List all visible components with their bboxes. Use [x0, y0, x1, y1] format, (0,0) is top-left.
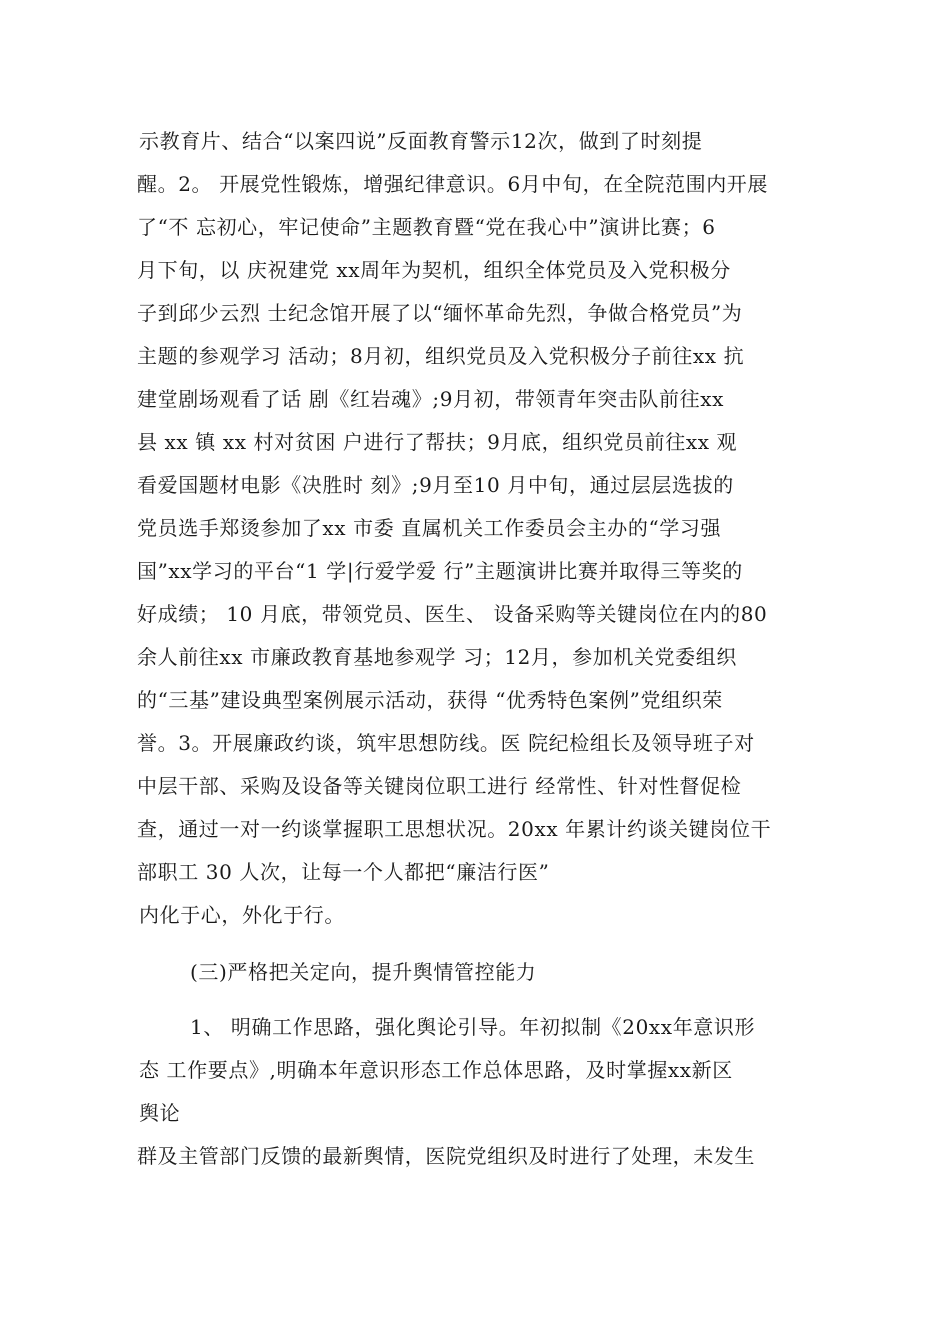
- body-text-line: 了“不 忘初心，牢记使命”主题教育暨“党在我心中”演讲比赛；6: [137, 215, 716, 239]
- body-text-line: 好成绩； 10 月底，带领党员、医生、 设备采购等关键岗位在内的80: [137, 602, 768, 626]
- body-text-line: 看爱国题材电影《决胜时 刻》;9月至10 月中旬，通过层层选拔的: [137, 473, 734, 497]
- body-text-line: 中层干部、采购及设备等关键岗位职工进行 经常性、针对性督促检: [137, 774, 742, 798]
- body-text-line: 群及主管部门反馈的最新舆情，医院党组织及时进行了处理，未发生: [137, 1144, 755, 1168]
- body-text-line: 1、 明确工作思路，强化舆论引导。年初拟制《20xx年意识形: [190, 1015, 756, 1039]
- body-text-line: 子到邱少云烈 士纪念馆开展了以“缅怀革命先烈，争做合格党员”为: [137, 301, 743, 325]
- body-text-line: 态 工作要点》,明确本年意识形态工作总体思路，及时掌握xx新区: [139, 1058, 733, 1082]
- body-text-line: 建堂剧场观看了话 剧《红岩魂》;9月初，带领青年突击队前往xx: [137, 387, 724, 411]
- body-text-line: 余人前往xx 市廉政教育基地参观学 习；12月，参加机关党委组织: [137, 645, 737, 669]
- body-text-line: 舆论: [139, 1101, 181, 1125]
- body-text-line: 月下旬，以 庆祝建党 xx周年为契机，组织全体党员及入党积极分: [137, 258, 731, 282]
- body-text-line: 县 xx 镇 xx 村对贫困 户进行了帮扶；9月底，组织党员前往xx 观: [137, 430, 738, 454]
- body-text-line: 部职工 30 人次，让每一个人都把“廉洁行医”: [137, 860, 550, 884]
- body-text-line: 示教育片、结合“以案四说”反面教育警示12次，做到了时刻提: [139, 129, 703, 153]
- body-text-line: 醒。2。 开展党性锻炼，增强纪律意识。6月中旬，在全院范围内开展: [137, 172, 769, 196]
- body-text-line: 国”xx学习的平台“1 学|行爱学爱 行”主题演讲比赛并取得三等奖的: [137, 559, 743, 583]
- body-text-line: 的“三基”建设典型案例展示活动，获得 “优秀特色案例”党组织荣: [137, 688, 723, 712]
- body-text-line: 主题的参观学习 活动；8月初，组织党员及入党积极分子前往xx 抗: [137, 344, 745, 368]
- body-text-line: 党员选手郑烫参加了xx 市委 直属机关工作委员会主办的“学习强: [137, 516, 722, 540]
- body-text-line: 誉。3。开展廉政约谈，筑牢思想防线。医 院纪检组长及领导班子对: [137, 731, 755, 755]
- section-heading: (三)严格把关定向，提升舆情管控能力: [190, 960, 537, 984]
- body-text-line: 内化于心，外化于行。: [139, 903, 345, 927]
- body-text-line: 查，通过一对一约谈掌握职工思想状况。20xx 年累计约谈关键岗位干: [137, 817, 772, 841]
